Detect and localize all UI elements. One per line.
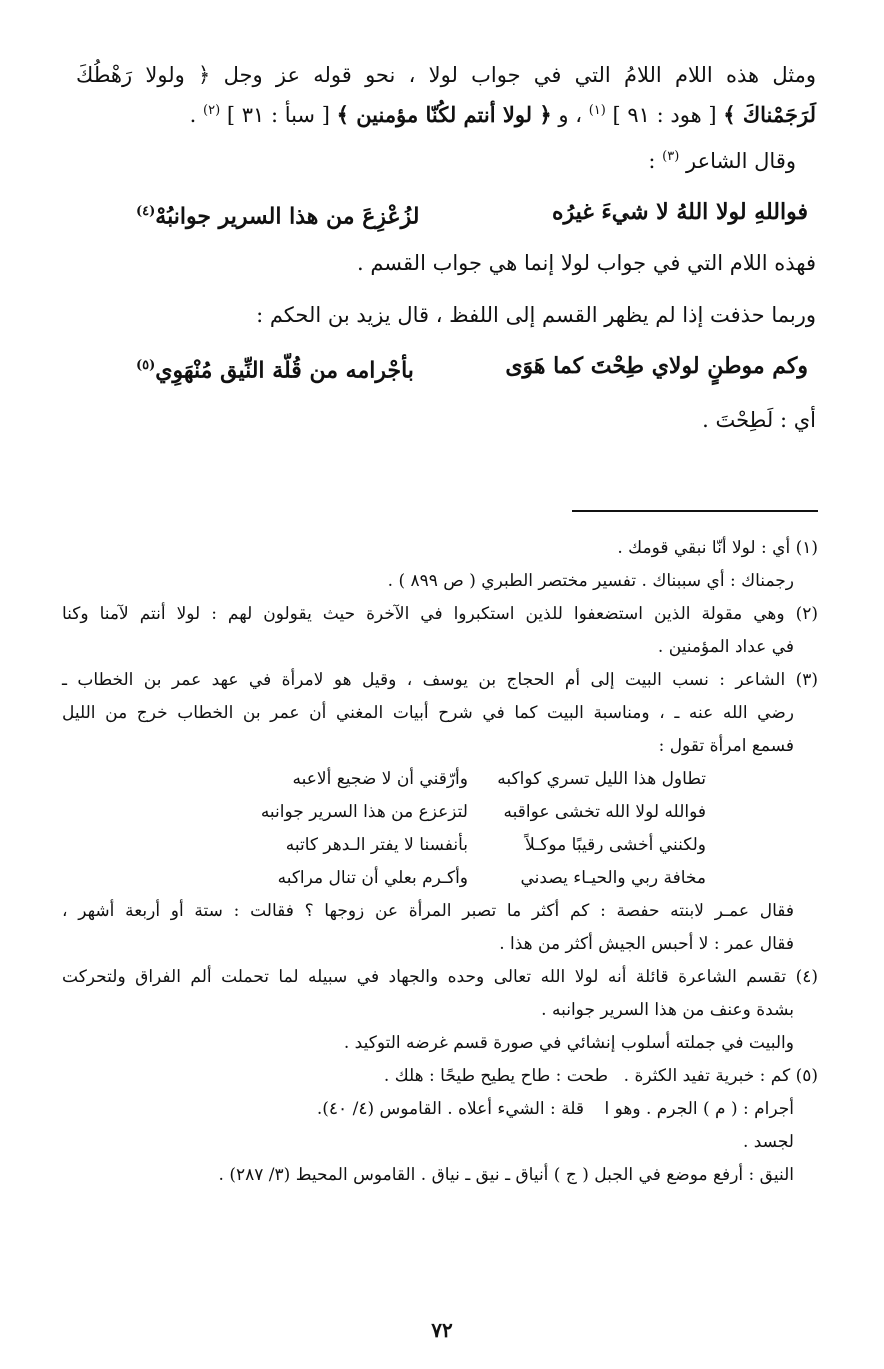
text-span: تطاول هذا الليل تسري كواكبه bbox=[497, 769, 706, 789]
footnote-line: (٤) تقسم الشاعرة قائلة أنه لولا الله تعالى وحده والجهاد في سبيله لما تحملت ألم الفراق ولتحركت bbox=[62, 967, 818, 987]
footnote-verse bbox=[62, 796, 818, 829]
footnote-line: بشدة وعنف من هذا السرير جوانبه . bbox=[541, 1000, 794, 1020]
text-span: لزُعْزِعَ من هذا السرير جوانبُهْ bbox=[155, 203, 420, 230]
footnote-line: في عداد المؤمنين . bbox=[657, 637, 794, 657]
footnote-line bbox=[62, 1093, 818, 1159]
text-span: وقال الشاعر bbox=[686, 149, 796, 173]
footnote-verse bbox=[62, 862, 818, 895]
footnote-verse bbox=[62, 829, 818, 862]
poetry-verse bbox=[76, 348, 816, 388]
text-line bbox=[76, 58, 816, 92]
text-line bbox=[76, 94, 816, 132]
text-line: وربما حذفت إذا لم يظهر القسم إلى اللفظ ، قال يزيد بن الحكم : bbox=[256, 303, 816, 328]
verse-hemistich: فواللهِ لولا اللهُ لا شيءَ غيرُه bbox=[551, 199, 808, 225]
quran-reference: [ هود : ٩١ ] bbox=[612, 103, 717, 127]
text-span: ، و bbox=[558, 103, 582, 127]
main-text bbox=[76, 58, 816, 437]
text-span: : bbox=[648, 149, 656, 173]
footnote-line: فسمع امرأة تقول : bbox=[658, 736, 794, 756]
footnote-line: رجمناك : أي سببناك . تفسير مختصر الطبري ( ص ٨٩٩ ) . bbox=[387, 571, 794, 591]
footnote-marker: (٥) bbox=[136, 358, 156, 374]
text-line bbox=[76, 140, 796, 178]
text-span: ولكنني أخشى رقيبًا موكـلاً bbox=[525, 835, 706, 855]
text-span: أجرام : ( م ) الجرم . وهو ا لجسد . bbox=[604, 1099, 794, 1152]
verse-hemistich: وكم موطنٍ لولاي طِحْتَ كما هَوَى bbox=[505, 353, 808, 380]
footnote-marker: (٢) bbox=[203, 103, 221, 118]
text-span: طحت : طاح يطيح طيحًا : هلك . bbox=[383, 1066, 608, 1086]
footnotes bbox=[62, 532, 818, 1192]
quran-reference: [ سبأ : ٣١ ] bbox=[226, 103, 330, 127]
text-line: أي : لَطِحْتَ . bbox=[702, 407, 816, 432]
footnote-line: فقال عمر : لا أحبس الجيش أكثر من هذا . bbox=[499, 934, 794, 954]
quran-verse: لَرَجَمْناكَ ﴾ bbox=[723, 102, 816, 127]
text-span: قلة : الشيء أعلاه . القاموس (٤/ ٤٠). bbox=[316, 1099, 584, 1119]
footnote-line bbox=[62, 1060, 818, 1093]
page-number: ٧٢ bbox=[431, 1318, 453, 1342]
text-span: ومثل هذه اللام اللامُ التي في جواب لولا ، نحو قوله عز وجل ﴿ ولولا رَهْطُكَ bbox=[76, 63, 816, 87]
footnote-line: النيق : أرفع موضع في الجبل ( ج ) أنياق ـ نيق ـ نياق . القاموس المحيط (٣/ ٢٨٧) . bbox=[218, 1165, 794, 1185]
footnote-line: (٢) وهي مقولة الذين استضعفوا للذين استكبروا في الآخرة حيث يقولون لهم : لولا أنتم لآمنا وكنا bbox=[62, 604, 818, 624]
text-span: بأنفسنا لا يفتر الـدهر كاتبه bbox=[285, 835, 468, 855]
text-span: فوالله لولا الله تخشى عواقبه bbox=[503, 802, 706, 822]
verse-hemistich-2 bbox=[136, 348, 414, 388]
text-span: وأرّقني أن لا ضجيع ألاعبه bbox=[292, 769, 468, 789]
text-span: (٥) كم : خبرية تفيد الكثرة . bbox=[623, 1066, 818, 1086]
verse-hemistich-2 bbox=[136, 194, 419, 234]
poetry-verse bbox=[76, 194, 816, 234]
footnote-line: والبيت في جملته أسلوب إنشائي في صورة قسم غرضه التوكيد . bbox=[343, 1033, 794, 1053]
text-span: لتزعزع من هذا السرير جوانبه bbox=[260, 802, 468, 822]
text-span: وأكـرم بعلي أن تنال مراكبه bbox=[277, 868, 468, 888]
footnote-line: (٣) الشاعر : نسب البيت إلى أم الحجاج بن يوسف ، وقيل هو لامرأة في عهد عمر بن الخطاب ـ bbox=[62, 670, 818, 690]
quran-verse: ﴿ لولا أنتم لكُنّا مؤمنين ﴾ bbox=[336, 102, 552, 127]
text-span: . bbox=[189, 103, 197, 127]
text-line: فهذه اللام التي في جواب لولا إنما هي جواب القسم . bbox=[356, 251, 816, 276]
footnote-line: رضي الله عنه ـ ، ومناسبة البيت كما في شرح أبيات المغني أن عمر بن الخطاب خرج من الليل bbox=[62, 703, 794, 723]
footnote-marker: (٣) bbox=[662, 149, 680, 164]
text-span: مخافة ربي والحيـاء يصدني bbox=[520, 868, 706, 888]
footnote-marker: (١) bbox=[588, 103, 606, 118]
footnote-line: فقال عمـر لابنته حفصة : كم أكثر ما تصبر المرأة عن زوجها ؟ فقالت : ستة أو أربعة أشهر ، bbox=[62, 901, 794, 921]
footnote-verse bbox=[62, 763, 818, 796]
footnote-marker: (٤) bbox=[136, 204, 156, 219]
text-span: بأجْرامه من قُلّة النِّيق مُنْهَوِي bbox=[155, 357, 414, 384]
footnote-divider bbox=[572, 510, 818, 512]
footnote-line: (١) أي : لولا أنّا نبقي قومك . bbox=[617, 538, 818, 558]
